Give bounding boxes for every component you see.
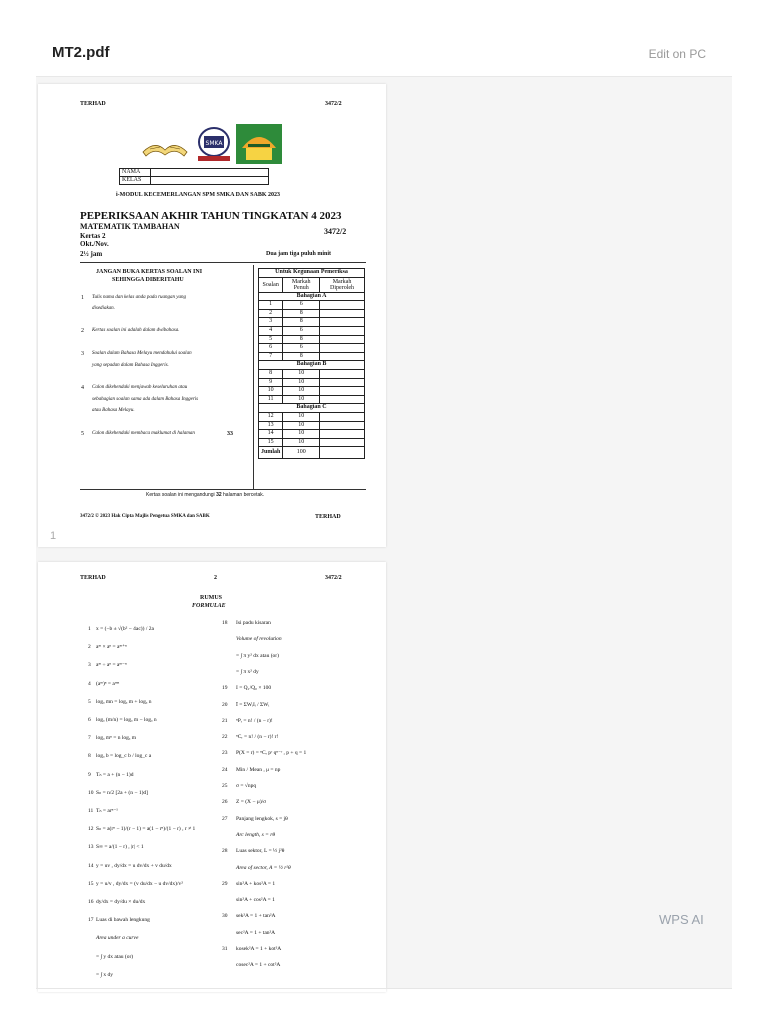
formula-text: y = u/v , dy/dx = (v du/dx − u dv/dx)/v² xyxy=(96,880,183,887)
duration-text: Dua jam tiga puluh minit xyxy=(266,251,332,257)
name-class-box xyxy=(119,168,269,185)
table-row xyxy=(259,369,365,378)
formula-text: kosek²A = 1 + kot²A xyxy=(236,946,282,952)
formula-text: Area under a curve xyxy=(96,935,139,942)
formula-number: 1 xyxy=(88,626,91,632)
formula-number: 23 xyxy=(222,750,228,757)
edit-on-pc-button[interactable]: Edit on PC xyxy=(648,47,706,61)
class-field[interactable] xyxy=(151,177,269,185)
instruction-1-line2: disediakan. xyxy=(92,306,115,311)
obtained-marks-cell xyxy=(320,421,365,430)
formula-text: Tₙ = arⁿ⁻¹ xyxy=(96,808,118,814)
formula-text: sec²A = 1 + tan²A xyxy=(236,929,276,936)
instruction-1-number: 1 xyxy=(81,295,84,301)
full-marks: 10 xyxy=(283,378,320,387)
page-header-right: 3472/2 xyxy=(325,101,342,107)
instruction-3-line1: Soalan dalam Bahasa Melayu mendahului soalan xyxy=(92,351,192,356)
question-number: 12 xyxy=(259,412,283,421)
formula-text: I = Q₁/Q₀ × 100 xyxy=(236,685,272,692)
formula-text: logₐ b = log_c b / log_c a xyxy=(96,753,152,760)
obtained-marks-cell xyxy=(320,335,365,344)
formula-number: 22 xyxy=(222,734,228,741)
full-marks: 8 xyxy=(283,352,320,361)
full-marks: 6 xyxy=(283,301,320,310)
page1-footer-left: 3472/2 © 2023 Hak Cipta Majlis Pengetua SMKA dan SABK xyxy=(80,514,210,519)
instruction-3-line2: yang sepadan dalam Bahasa Inggeris. xyxy=(92,363,169,368)
formula-text: sek²A = 1 + tan²A xyxy=(236,913,276,920)
formula-text: sin²A + cos²A = 1 xyxy=(236,897,275,904)
question-number: 7 xyxy=(259,352,283,361)
footer-page-count: 32 xyxy=(216,492,222,498)
instruction-4-number: 4 xyxy=(81,385,84,391)
formula-number: 15 xyxy=(88,880,94,887)
obtained-marks-cell xyxy=(320,430,365,439)
examiner-table-title: Untuk Kegunaan Pemeriksa xyxy=(259,269,365,278)
full-marks: 10 xyxy=(283,395,320,404)
full-marks: 6 xyxy=(283,326,320,335)
formula-text: (aᵐ)ⁿ = aᵐⁿ xyxy=(96,680,120,687)
formula-text: σ = √npq xyxy=(236,783,257,789)
formula-text: Ī = ΣWᵢIᵢ / ΣWᵢ xyxy=(236,701,270,708)
page2-header-right: 3472/2 xyxy=(325,575,342,581)
header-rule xyxy=(80,262,366,263)
col-markah-penuh: Markah Penuh xyxy=(283,277,320,292)
table-row xyxy=(259,421,365,430)
exam-duration: 2½ jam xyxy=(80,250,103,258)
section-c-label: Bahagian C xyxy=(259,404,365,413)
obtained-marks-cell xyxy=(320,412,365,421)
instruction-5-number: 5 xyxy=(81,431,84,437)
footer-note-pre: Kertas soalan ini mengandungi xyxy=(146,492,215,498)
question-number: 6 xyxy=(259,344,283,353)
formula-text: aᵐ × aⁿ = aᵐ⁺ⁿ xyxy=(96,644,127,651)
col-markah-diperoleh: Markah Diperoleh xyxy=(320,277,365,292)
column-divider xyxy=(253,265,254,489)
page-header-left: TERHAD xyxy=(80,101,106,107)
formula-number: 29 xyxy=(222,880,228,887)
instruction-4-line1: Calon dikehendaki menjawab keseluruhan atau xyxy=(92,385,188,390)
formula-number: 16 xyxy=(88,899,94,905)
full-marks: 10 xyxy=(283,421,320,430)
instruction-4-line2: sebahagian soalan sama ada dalam Bahasa Inggeris xyxy=(92,397,199,402)
formula-text: S∞ = a/(1 − r) , |r| < 1 xyxy=(96,844,144,851)
page-indicator: 1 xyxy=(50,530,57,542)
footer-divider xyxy=(36,988,732,989)
formula-text: ⁿPᵣ = n! / (n − r)! xyxy=(236,717,273,724)
svg-text:SMKA: SMKA xyxy=(205,140,223,147)
formula-text: Volume of revolution xyxy=(236,636,282,643)
full-marks: 8 xyxy=(283,309,320,318)
exam-month: Okt./Nov. xyxy=(80,240,109,248)
table-row xyxy=(259,344,365,353)
examiner-table xyxy=(258,268,365,459)
formula-number: 21 xyxy=(222,717,228,724)
formula-number: 13 xyxy=(88,844,94,851)
formula-text: Luas di bawah lengkung xyxy=(96,917,150,924)
obtained-marks-cell xyxy=(320,387,365,396)
formula-number: 26 xyxy=(222,799,228,806)
page2-header-center: 2 xyxy=(214,575,217,581)
formula-number: 7 xyxy=(88,735,91,742)
formula-number: 8 xyxy=(88,753,91,760)
obtained-marks-cell xyxy=(320,438,365,447)
formula-number: 17 xyxy=(88,917,94,924)
majlis-pengetua-logo-icon xyxy=(194,126,234,164)
wps-ai-button[interactable]: WPS AI xyxy=(659,912,704,927)
table-row xyxy=(259,438,365,447)
instruction-2-number: 2 xyxy=(81,328,84,334)
formula-text: sin²A + kos²A = 1 xyxy=(236,880,276,887)
table-row xyxy=(259,301,365,310)
full-marks: 10 xyxy=(283,412,320,421)
subject-title: MATEMATIK TAMBAHAN xyxy=(80,222,180,231)
formula-text: Arc length, s = rθ xyxy=(236,831,276,838)
obtained-marks-cell xyxy=(320,378,365,387)
formula-text: P(X = r) = ⁿCᵣ pʳ qⁿ⁻ʳ , p + q = 1 xyxy=(236,750,307,757)
question-number: 15 xyxy=(259,438,283,447)
question-number: 10 xyxy=(259,387,283,396)
formula-number: 2 xyxy=(88,644,91,651)
formula-text: = ∫ π y² dx atau (or) xyxy=(236,652,279,659)
obtained-marks-cell xyxy=(320,301,365,310)
formula-text: logₐ (m/n) = logₐ m − logₐ n xyxy=(96,717,157,723)
full-marks: 8 xyxy=(283,335,320,344)
table-row xyxy=(259,430,365,439)
formula-number: 28 xyxy=(222,848,228,855)
formula-text: Sₙ = a(rⁿ − 1)/(r − 1) = a(1 − rⁿ)/(1 − r) , r ≠ 1 xyxy=(96,826,196,833)
formula-number: 20 xyxy=(222,701,228,708)
obtained-marks-cell xyxy=(320,352,365,361)
book-logo-icon xyxy=(140,134,190,164)
table-row xyxy=(259,335,365,344)
table-row xyxy=(259,395,365,404)
full-marks: 8 xyxy=(283,318,320,327)
formula-number: 18 xyxy=(222,620,228,626)
formula-number: 6 xyxy=(88,717,91,723)
obtained-marks-cell xyxy=(320,326,365,335)
formula-number: 10 xyxy=(88,789,94,796)
total-label: Jumlah xyxy=(259,447,283,459)
table-row xyxy=(259,352,365,361)
question-number: 1 xyxy=(259,301,283,310)
paper-number: Kertas 2 xyxy=(80,232,106,240)
formula-title: RUMUS xyxy=(200,595,222,601)
name-field[interactable] xyxy=(151,169,269,177)
table-row xyxy=(259,412,365,421)
full-marks: 10 xyxy=(283,438,320,447)
formula-number: 4 xyxy=(88,680,91,687)
obtained-marks-cell xyxy=(320,344,365,353)
formula-text: = ∫ π x² dy xyxy=(236,668,259,675)
formula-number: 9 xyxy=(88,771,91,778)
formula-text: logₐ mⁿ = n logₐ m xyxy=(96,735,137,742)
formula-text: Sₙ = n/2 [2a + (n − 1)d] xyxy=(96,789,148,796)
section-b-label: Bahagian B xyxy=(259,361,365,370)
formula-number: 31 xyxy=(222,946,228,952)
class-label: KELAS xyxy=(120,177,151,185)
formula-number: 24 xyxy=(222,766,228,773)
obtained-marks-cell xyxy=(320,369,365,378)
exam-title: PEPERIKSAAN AKHIR TAHUN TINGKATAN 4 2023 xyxy=(80,210,342,222)
file-title: MT2.pdf xyxy=(52,44,110,61)
formula-text: y = uv , dy/dx = u dv/dx + v du/dx xyxy=(96,862,172,869)
full-marks: 6 xyxy=(283,344,320,353)
table-row xyxy=(259,326,365,335)
formula-text: aᵐ ÷ aⁿ = aᵐ⁻ⁿ xyxy=(96,662,127,669)
formula-text: cosec²A = 1 + cot²A xyxy=(236,962,281,969)
formula-text: Panjang lengkok, s = jθ xyxy=(236,815,288,822)
formula-text: = ∫ x dy xyxy=(96,971,113,978)
name-label: NAMA xyxy=(120,169,151,177)
instruction-3-number: 3 xyxy=(81,351,84,357)
instruction-5-line1: Calon dikehendaki membaca maklumat di halaman xyxy=(92,431,195,436)
full-marks: 10 xyxy=(283,387,320,396)
formula-number: 19 xyxy=(222,685,228,692)
table-row xyxy=(259,378,365,387)
formula-text: x = (−b ± √(b² − 4ac)) / 2a xyxy=(96,626,154,632)
col-soalan: Soalan xyxy=(259,277,283,292)
formula-text: Luas sektor, L = ½ j²θ xyxy=(236,848,285,855)
page2-header-left: TERHAD xyxy=(80,575,106,581)
obtained-marks-cell xyxy=(320,395,365,404)
pdf-page-1 xyxy=(38,84,386,547)
formula-text: Min / Mean , μ = np xyxy=(236,766,281,773)
formula-text: ⁿCᵣ = n! / (n − r)! r! xyxy=(236,734,279,741)
question-number: 9 xyxy=(259,378,283,387)
instruction-5-page-ref: 33 xyxy=(227,431,233,437)
question-number: 11 xyxy=(259,395,283,404)
footer-rule xyxy=(80,489,366,490)
table-row xyxy=(259,318,365,327)
formula-text: Z = (X − μ)/σ xyxy=(236,799,267,806)
instruction-2-line1: Kertas soalan ini adalah dalam dwibahasa. xyxy=(92,328,180,333)
table-row xyxy=(259,309,365,318)
module-title: i-MODUL KECEMERLANGAN SPM SMKA DAN SABK 2023 xyxy=(116,192,281,198)
obtained-marks-cell xyxy=(320,309,365,318)
formula-text: logₐ mn = logₐ m + logₐ n xyxy=(96,698,152,705)
question-number: 8 xyxy=(259,369,283,378)
sabk-logo-icon xyxy=(236,124,282,164)
instruction-4-line3: atau Bahasa Melayu. xyxy=(92,408,135,413)
question-number: 4 xyxy=(259,326,283,335)
page1-footer-right: TERHAD xyxy=(315,514,341,520)
section-a-label: Bahagian A xyxy=(259,292,365,301)
formula-subtitle: FORMULAE xyxy=(192,603,226,609)
formula-number: 14 xyxy=(88,862,94,869)
question-number: 13 xyxy=(259,421,283,430)
table-row xyxy=(259,387,365,396)
warning-line-1: JANGAN BUKA KERTAS SOALAN INI xyxy=(96,269,203,275)
formula-text: dy/dx = dy/du × du/dx xyxy=(96,899,146,905)
formula-number: 27 xyxy=(222,815,228,822)
formula-number: 12 xyxy=(88,826,94,833)
formula-text: = ∫ y dx atau (or) xyxy=(96,953,134,960)
full-marks: 10 xyxy=(283,430,320,439)
viewer-header xyxy=(0,0,768,76)
formula-text: Isi padu kisaran xyxy=(236,620,271,626)
obtained-marks-cell xyxy=(320,318,365,327)
formula-text: Area of sector, A = ½ r²θ xyxy=(236,864,291,871)
instruction-1-line1: Tulis nama dan kelas anda pada ruangan yang xyxy=(92,295,187,300)
pdf-page-2 xyxy=(38,562,386,992)
question-number: 2 xyxy=(259,309,283,318)
formula-number: 5 xyxy=(88,698,91,705)
footer-note-post: halaman bercetak. xyxy=(223,492,265,498)
question-number: 3 xyxy=(259,318,283,327)
question-number: 14 xyxy=(259,430,283,439)
formula-number: 30 xyxy=(222,913,228,920)
total-value: 100 xyxy=(283,447,320,459)
formula-number: 11 xyxy=(88,808,94,814)
formula-number: 3 xyxy=(88,662,91,669)
paper-code: 3472/2 xyxy=(324,227,347,236)
warning-line-2: SEHINGGA DIBERITAHU xyxy=(112,277,184,283)
formula-number: 25 xyxy=(222,783,228,789)
question-number: 5 xyxy=(259,335,283,344)
formula-text: Tₙ = a + (n − 1)d xyxy=(96,771,134,778)
footer-note xyxy=(146,492,264,498)
full-marks: 10 xyxy=(283,369,320,378)
total-obtained-cell xyxy=(320,447,365,459)
